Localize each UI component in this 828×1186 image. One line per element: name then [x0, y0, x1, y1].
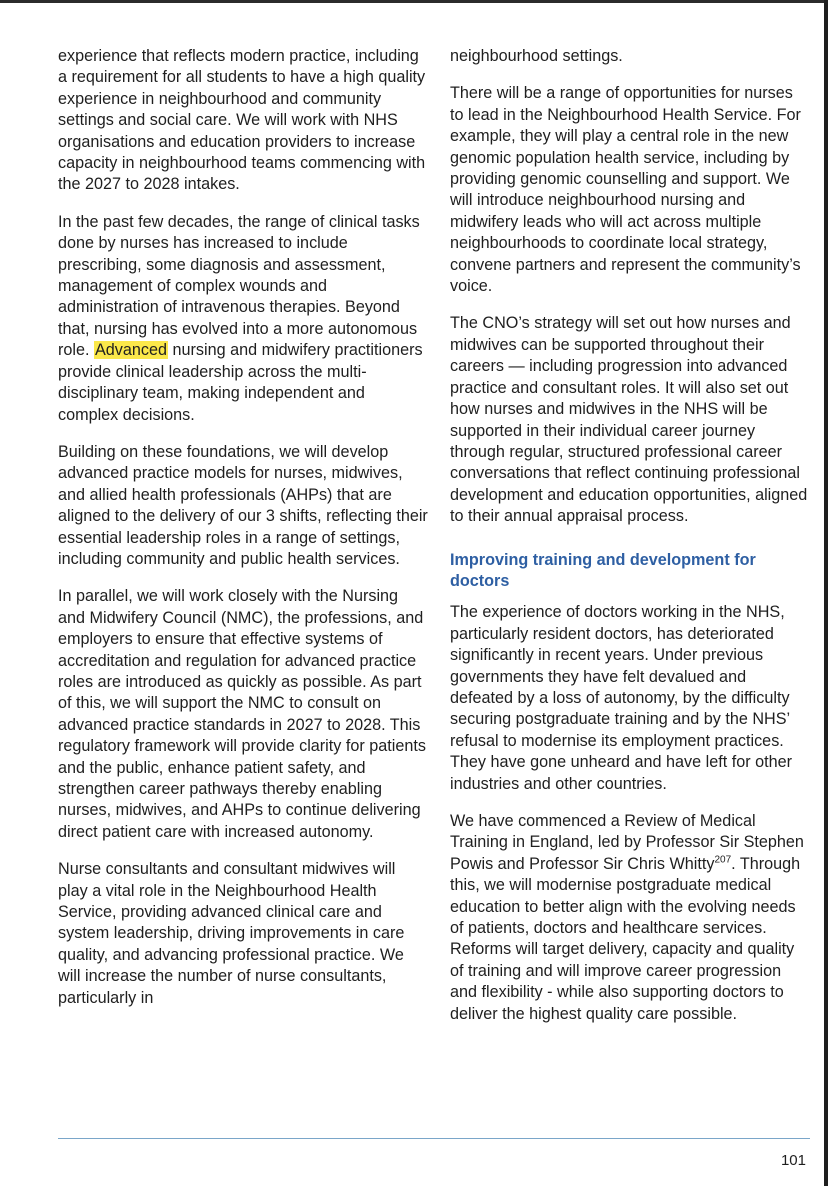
paragraph-2 — [58, 212, 428, 426]
paragraph-2-text-a: In the past few decades, the range of clinical tasks done by nurses has increased to include prescribing, some diagnosis and assessment, management of complex wounds and administration of intravenous therapies. Beyond that, nursing has evolved into a more autonomous role. — [58, 212, 420, 360]
paragraph-10-text-b: . Through this, we will modernise postgraduate medical education to better align with the evolving needs of patients, doctors and healthcare services. Reforms will target delivery, capacity and quality of training and will improve career progression and flexibility - while also supporting doctors to deliver the highest quality care possible. — [450, 854, 801, 1023]
footer-rule — [58, 1138, 810, 1139]
paragraph-4: In parallel, we will work closely with the Nursing and Midwifery Council (NMC), the professions, and employers to ensure that effective systems of accreditation and regulation for advanced practice roles are introduced as quickly as possible. As part of this, we will support the NMC to consult on advanced practice standards in 2027 to 2028. This regulatory framework will provide clarity for patients and the public, enhance patient safety, and strengthen career pathways thereby enabling nurses, midwives, and AHPs to continue delivering direct patient care with increased autonomy. — [58, 587, 426, 841]
paragraph-5: Nurse consultants and consultant midwives will play a vital role in the Neighbourhood Health Service, providing advanced clinical care and system leadership, driving improvements in care quality, and advancing professional practice. We will increase the number of nurse consultants, particularly in — [58, 860, 405, 1007]
paragraph-6: neighbourhood settings. — [450, 47, 623, 65]
paragraph-3: Building on these foundations, we will develop advanced practice models for nurses, midwives, and allied health professionals (AHPs) that are aligned to the delivery of our 3 shifts, reflecting their essential leadership roles in a range of settings, including community and public health services. — [58, 442, 428, 568]
paragraph-1: experience that reflects modern practice, including a requirement for all students to have a high quality experience in neighbourhood and community settings and social care. We will work with NHS organisations and education providers to increase capacity in neighbourhood teams commencing with the 2027 to 2028 intakes. — [58, 47, 426, 194]
paragraph-7: There will be a range of opportunities for nurses to lead in the Neighbourhood Health Service. For example, they will play a central role in the new genomic population health service, including by providing genomic counselling and support. We will introduce neighbourhood nursing and midwifery leads who will act across multiple neighbourhoods to coordinate local strategy, convene partners and represent the community’s voice. — [450, 84, 801, 296]
right-edge — [824, 0, 828, 1186]
footnote-reference[interactable]: 207 — [714, 854, 732, 866]
highlighted-word: Advanced — [95, 341, 167, 360]
left-column — [58, 46, 428, 1025]
paragraph-2-text-b: nursing and midwifery practitioners provide clinical leadership across the multi-disciplinary team, making independent and complex decisions. — [58, 341, 423, 424]
section-heading: Improving training and development for doctors — [450, 550, 756, 590]
page-number: 101 — [780, 1152, 806, 1169]
paragraph-8: The CNO’s strategy will set out how nurses and midwives can be supported throughout their careers — including progression into advanced practice and consultant roles. It will also set out how nurses and midwives in the NHS will be supported in their individual career journey through regular, structured professional career conversations that reflect continuing professional development and education opportunities, aligned to their annual appraisal process. — [450, 314, 808, 526]
top-edge — [0, 0, 828, 3]
paragraph-10-text-a: We have commenced a Review of Medical Training in England, led by Professor Sir Stephen Powis and Professor Sir Chris Whitty — [450, 812, 804, 873]
paragraph-9: The experience of doctors working in the NHS, particularly resident doctors, has deteriorated significantly in recent years. Under previous governments they have felt devalued and defeated by a loss of autonomy, by the difficulty securing postgraduate training and by the NHS’ refusal to modernise its employment practices. They have gone unheard and have left for other industries and other countries. — [450, 603, 792, 793]
paragraph-10 — [450, 811, 810, 1025]
right-column — [450, 46, 810, 1041]
